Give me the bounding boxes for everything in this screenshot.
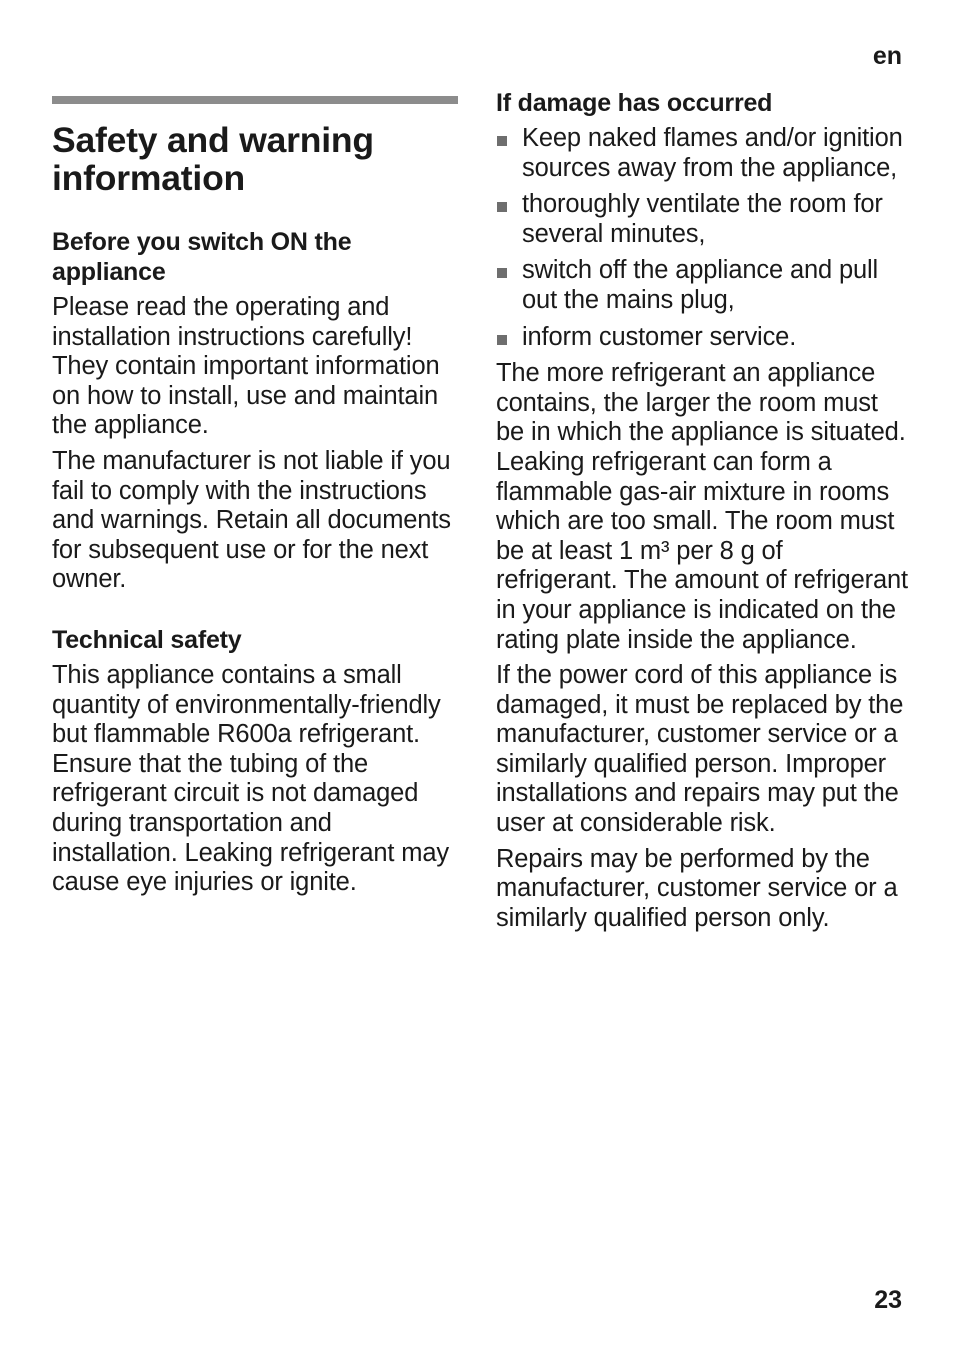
left-column — [52, 96, 458, 898]
section-heading-before-switch-on: Before you switch ON the appliance — [52, 228, 352, 286]
paragraph-power-cord: If the power cord of this appliance is damaged, it must be replaced by the manufacturer, customer service or a similarly qualified person. Improper installations and repairs may put the user at considerable risk. — [496, 661, 904, 838]
paragraph-manufacturer-liability: The manufacturer is not liable if you fail to comply with the instructions and warnings. Retain all documents for subsequent use or for the next owner. — [52, 446, 451, 594]
paragraph-technical-safety: This appliance contains a small quantity of environmentally-friendly but flammable R600a refrigerant. Ensure that the tubing of the refrigerant circuit is not damaged during transportation and installation. Leaking refrigerant may cause eye injuries or ignite. — [52, 660, 449, 897]
list-item — [496, 256, 908, 315]
list-item-text: inform customer service. — [522, 322, 797, 351]
section-heading-technical-safety: Technical safety — [52, 625, 242, 654]
paragraph-read-instructions: Please read the operating and installation instructions carefully! They contain important information on how to install, use and maintain the appliance. — [52, 293, 440, 440]
list-item — [496, 190, 908, 249]
list-item — [496, 323, 908, 353]
damage-action-list — [496, 124, 908, 352]
paragraph-refrigerant-room-size: The more refrigerant an appliance contains, the larger the room must be in which the appliance is situated. Leaking refrigerant can form a flammable gas-air mixture in rooms which are too small. The room must be at least 1 m³ per 8 g of refrigerant. The amount of refrigerant in your appliance is indicated on the rating plate inside the appliance. — [496, 359, 908, 654]
title-rule — [52, 96, 458, 104]
paragraph-repairs: Repairs may be performed by the manufacturer, customer service or a similarly qualified person only. — [496, 844, 898, 932]
list-item-text: Keep naked flames and/or ignition sources away from the appliance, — [522, 124, 903, 182]
page-number: 23 — [874, 1286, 902, 1314]
square-bullet-icon — [496, 256, 522, 315]
square-bullet-icon — [496, 323, 522, 353]
square-bullet-icon — [496, 190, 522, 249]
right-column — [496, 88, 908, 933]
language-label: en — [872, 42, 902, 70]
list-item-text: switch off the appliance and pull out the mains plug, — [522, 256, 879, 314]
list-item-text: thoroughly ventilate the room for several minutes, — [522, 190, 883, 248]
section-heading-if-damage: If damage has occurred — [496, 89, 773, 117]
page-title: Safety and warning information — [52, 120, 374, 198]
list-item — [496, 124, 908, 183]
square-bullet-icon — [496, 124, 522, 183]
